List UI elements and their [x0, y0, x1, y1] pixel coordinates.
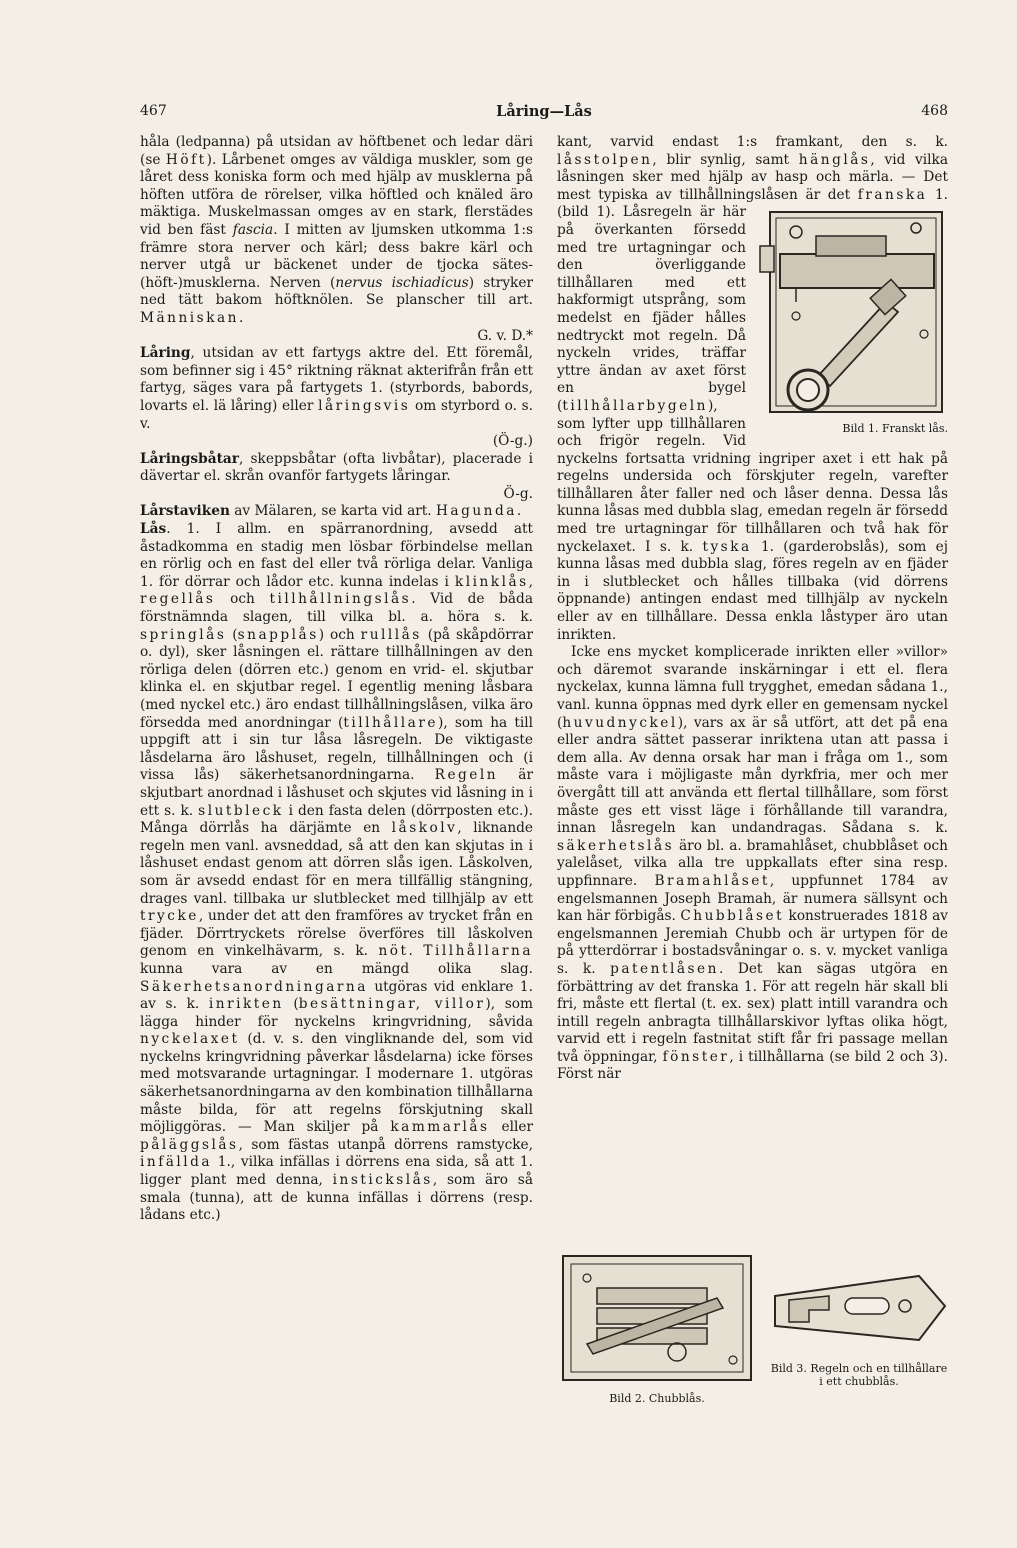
signature-laringsbatar: Ö-g. — [503, 485, 533, 502]
entry-laringsbatar: Låringsbåtar, skeppsbåtar (ofta livbåtar), placerade i dävertar el. skrån ovanför fartygets låringar. — [140, 450, 533, 485]
bild-2-caption: Bild 2. Chubblås. — [609, 1392, 705, 1405]
figure-bild-2 — [557, 1248, 757, 1405]
bild-3-caption: Bild 3. Regeln och en tillhållare i ett chubblås. — [770, 1362, 948, 1388]
entry-las: Lås. 1. I allm. en spärranordning, avsedd att åstadkomma en stadig men lösbar förbindelse mellan en rörlig och en fast del eller två rörliga delar. Vanliga 1. för dörrar och lådor etc. kunna indelas i klinklås, regellås och tillhållningslås. Vid de båda förstnämnda slagen, till vilka bl. a. höra s. k. springlås (snapplås) och rulllås (på skåpdörrar o. dyl), sker låsningen el. rättare tillhållningen av den rörliga delen (dörren etc.) genom en vrid- el. skjutbar klinka el. en skjutbar regel. I egentlig mening låsbara (med nyckel etc.) äro endast tillhållningslåsen, vilka äro försedda med anordningar (tillhållare), som ha till uppgift att i sin tur låsa låsregeln. De viktigaste låsdelarna äro låshuset, regeln, tillhållningen och (i vissa lås) säkerhetsanordningarna. Regeln är skjutbart anordnad i låshuset och skjutes vid låsning in i ett s. k. slutbleck i den fasta delen (dörrposten etc.). Många dörrlås ha därjämte en låskolv, liknande regeln men vanl. avsneddad, så att den kan skjutas in i låshuset endast genom att dörren slås igen. Låskolven, som är avsedd endast för en mera tillfällig stängning, drages vanl. tillbaka ur slutblecket med tillhjälp av ett trycke, under det att den framföres av trycket från en fjäder. Dörrtryckets rörelse överföres till låskolven genom en vinkelhävarm, s. k. nöt. Tillhållarna kunna vara av en mängd olika slag. Säkerhetsanordningarna utgöras vid enklare 1. av s. k. inrikten (besättningar, villor), som lägga hinder för nyckelns kringvridning, såvida nyckelaxet (d. v. s. den vingliknande del, som vid nyckelns kringvridning påverkar låsdelarna) icke förses med motsvarande urtagningar. I modernare 1. utgöras säkerhetsanordningarna av den kombination tillhållarna måste bilda, för att regelns förskjutning skall möjliggöras. — Man skiljer på kammarlås eller påläggslås, som fästas utanpå dörrens ramstycke, infällda 1., vilka infällas i dörrens ena sida, så att 1. ligger plant med denna, instickslås, som äro så smala (tunna), att de kunna infällas i dörrens (resp. lådans etc.) — [140, 521, 534, 1224]
paragraph-las-continued: kant, varvid endast 1:s framkant, den s. k. låsstolpen, blir synlig, samt hänglås, vid vilka låsningen sker med hjälp av hasp och märla. — Det mest typiska av tillhållningslåsen är det Bild 1. Franskt lås. franska 1. (bild 1). Låsregeln är här på överkanten försedd med tre urtagningar och den överliggande tillhållaren med ett hakformigt utsprång, som medelst en fjäder hålles nedtryckt mot regeln. Då nyckeln vrides, träffar yttre ändan av axet först en bygel (tillhållarbygeln), som lyfter upp tillhållaren och frigör regeln. Vid nyckelns fortsatta vridning ingriper axet i ett hak på regelns undersida och förskjuter regeln, varefter tillhållaren åter faller ned och låser denna. Dessa lås kunna låsas med dubbla slag, emedan regeln är försedd med tre urtagningar för tillhållaren och två hak för nyckelaxet. I s. k. tyska 1. (garderobslås), som ej kunna låsas med dubbla slag, föres regeln av en fjäder in i slutblecket och hålles tillbaka (vid dörrens öppnande) antingen endast med tillhjälp av nyckeln eller av en tillhållare. Dessa enkla låstyper äro utan inrikten. — [557, 134, 949, 643]
french-lock-illustration — [756, 206, 948, 420]
figure-bild-1 — [756, 206, 948, 438]
chubb-lock-illustration — [557, 1248, 757, 1386]
signature-lar: G. v. D.* — [477, 327, 533, 344]
paragraph-sakerhetslas: Icke ens mycket komplicerade inrikten eller »villor» och däremot svarande inskärningar i ett el. flera nyckelax, kunna lämna full trygghet, emedan sådana 1., vanl. kunna öppnas med dyrk eller en gemensam nyckel (huvudnyckel), vars ax är så utfört, att det på ena eller andra sättet passerar inriktena utan att passa i dem alla. Av denna orsak har man i fråga om 1., som måste vara i möjligaste mån dyrkfria, mer och mer övergått till att använda ett flertal tillhållare, som först måste ges ett visst läge i förhållande till varandra, innan låsregeln kan undandragas. Sådana s. k. säkerhetslås äro bl. a. bramahlåset, chubblåset och yalelåset, vilka alla tre uppkallats efter sina resp. uppfinnare. Bramahlåset, uppfunnet 1784 av engelsmannen Joseph Bramah, är numera sällsynt och kan här förbigås. Chubblåset konstruerades 1818 av engelsmannen Jeremiah Chubb och är urtypen för de på ytterdörrar i bostadsvåningar o. s. v. mycket vanliga s. k. patentlåsen. Det kan sägas utgöra en förbättring av det franska 1. För att regeln här skall bli fri, måste ett flertal (t. ex. sex) platt intill varandra och intill regeln anbragta tillhållarskivor lyftas olika högt, varvid ett i regeln fastnitat stift får fri passage mellan två öppningar, fönster, i tillhållarna (se bild 2 och 3). Först när — [557, 644, 948, 1083]
left-column — [140, 134, 533, 1225]
page-number-right: 468 — [921, 103, 948, 119]
chubb-lever-illustration — [769, 1266, 949, 1354]
bild-1-caption: Bild 1. Franskt lås. — [842, 422, 948, 436]
running-title: Låring—Lås — [496, 103, 592, 120]
figure-bild-3 — [769, 1266, 949, 1388]
signature-laring: (Ö-g.) — [492, 433, 533, 450]
paragraph-lar-continued: håla (ledpanna) på utsidan av höftbenet och ledar däri (se Höft). Lårbenet omges av väldiga muskler, som ge låret dess koniska form och med hjälp av musklerna på höften utföra de rörelser, vilka höftled och knäled äro mäktiga. Muskelmassan omges av en stark, flerstädes vid ben fäst fascia. I mitten av ljumsken utkomma 1:s främre stora nerver och kärl; dess bakre kärl och nerver utgå ur bäckenet under de tjocka sätes-(höft-)musklerna. Nerven (nervus ischiadicus) stryker ned tätt bakom höftknölen. Se planscher till art. Människan. — [140, 134, 533, 326]
page-header — [140, 103, 948, 125]
page-number-left: 467 — [140, 103, 167, 119]
entry-larstaviken: Lårstaviken av Mälaren, se karta vid art. Hagunda. — [140, 503, 522, 520]
bottom-figures — [557, 1248, 948, 1548]
entry-laring: Låring, utsidan av ett fartygs aktre del. Ett föremål, som befinner sig i 45° riktning räknat akterifrån från ett fartyg, säges vara på fartygets 1. (styrbords, babords, lovarts el. lä låring) eller låringsvis om styrbord o. s. v. — [140, 345, 533, 432]
right-column — [557, 134, 948, 1084]
